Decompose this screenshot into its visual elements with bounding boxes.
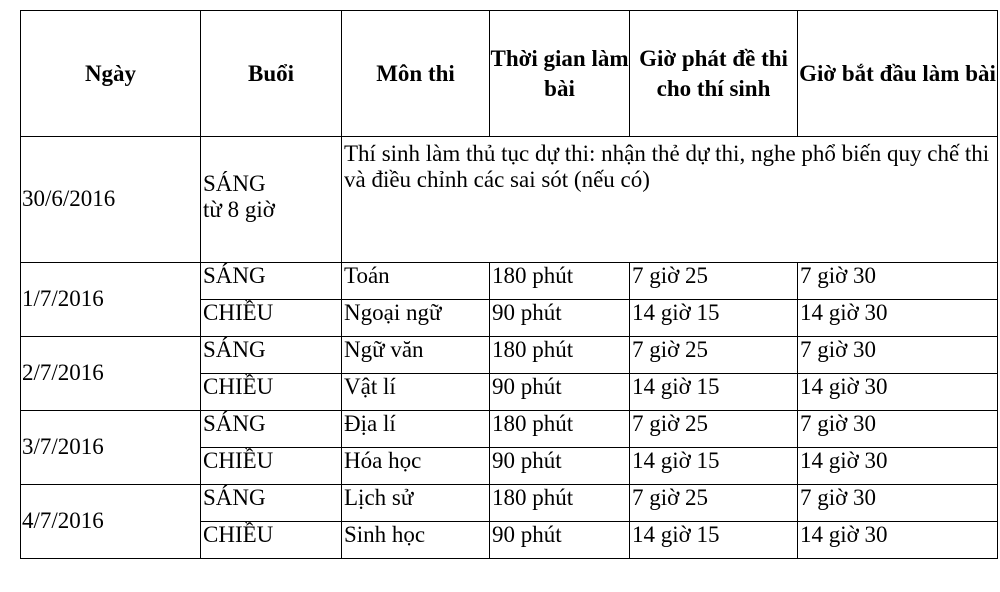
header-subject: Môn thi [342,11,490,137]
subject-cell: Ngữ văn [342,337,490,374]
start-cell: 14 giờ 30 [798,374,998,411]
procedure-session-label: SÁNG [203,171,266,196]
duration-cell: 180 phút [490,485,630,522]
start-cell: 7 giờ 30 [798,411,998,448]
procedure-date: 30/6/2016 [21,137,201,263]
table-row [21,411,998,448]
start-cell: 7 giờ 30 [798,337,998,374]
date-cell: 4/7/2016 [21,485,201,559]
session-cell: SÁNG [201,411,342,448]
subject-cell: Ngoại ngữ [342,300,490,337]
table-row [21,263,998,300]
start-cell: 14 giờ 30 [798,300,998,337]
table-row [21,485,998,522]
procedure-note: Thí sinh làm thủ tục dự thi: nhận thẻ dự thi, nghe phổ biến quy chế thi và điều chỉnh các sai sót (nếu có) [342,137,998,263]
subject-cell: Hóa học [342,448,490,485]
start-cell: 14 giờ 30 [798,448,998,485]
session-cell: CHIỀU [201,522,342,559]
procedure-session-time: từ 8 giờ [203,197,275,223]
header-handout-time: Giờ phát đề thi cho thí sinh [630,11,798,137]
exam-schedule-table [20,10,998,559]
duration-cell: 90 phút [490,522,630,559]
session-cell: SÁNG [201,263,342,300]
subject-cell: Lịch sử [342,485,490,522]
date-cell: 2/7/2016 [21,337,201,411]
header-start-time: Giờ bắt đầu làm bài [798,11,998,137]
handout-cell: 7 giờ 25 [630,485,798,522]
subject-cell: Địa lí [342,411,490,448]
date-cell: 1/7/2016 [21,263,201,337]
handout-cell: 14 giờ 15 [630,448,798,485]
procedure-row [21,137,998,263]
session-cell: CHIỀU [201,448,342,485]
start-cell: 7 giờ 30 [798,263,998,300]
session-cell: SÁNG [201,485,342,522]
header-row [21,11,998,137]
table-row [21,337,998,374]
handout-cell: 14 giờ 15 [630,374,798,411]
start-cell: 14 giờ 30 [798,522,998,559]
header-date: Ngày [21,11,201,137]
session-cell: CHIỀU [201,374,342,411]
handout-cell: 7 giờ 25 [630,411,798,448]
subject-cell: Sinh học [342,522,490,559]
duration-cell: 90 phút [490,448,630,485]
start-cell: 7 giờ 30 [798,485,998,522]
procedure-session [201,137,342,263]
session-cell: CHIỀU [201,300,342,337]
duration-cell: 90 phút [490,300,630,337]
subject-cell: Vật lí [342,374,490,411]
duration-cell: 90 phút [490,374,630,411]
handout-cell: 7 giờ 25 [630,263,798,300]
session-cell: SÁNG [201,337,342,374]
date-cell: 3/7/2016 [21,411,201,485]
header-duration: Thời gian làm bài [490,11,630,137]
duration-cell: 180 phút [490,263,630,300]
handout-cell: 14 giờ 15 [630,522,798,559]
duration-cell: 180 phút [490,411,630,448]
handout-cell: 7 giờ 25 [630,337,798,374]
handout-cell: 14 giờ 15 [630,300,798,337]
subject-cell: Toán [342,263,490,300]
header-session: Buổi [201,11,342,137]
duration-cell: 180 phút [490,337,630,374]
